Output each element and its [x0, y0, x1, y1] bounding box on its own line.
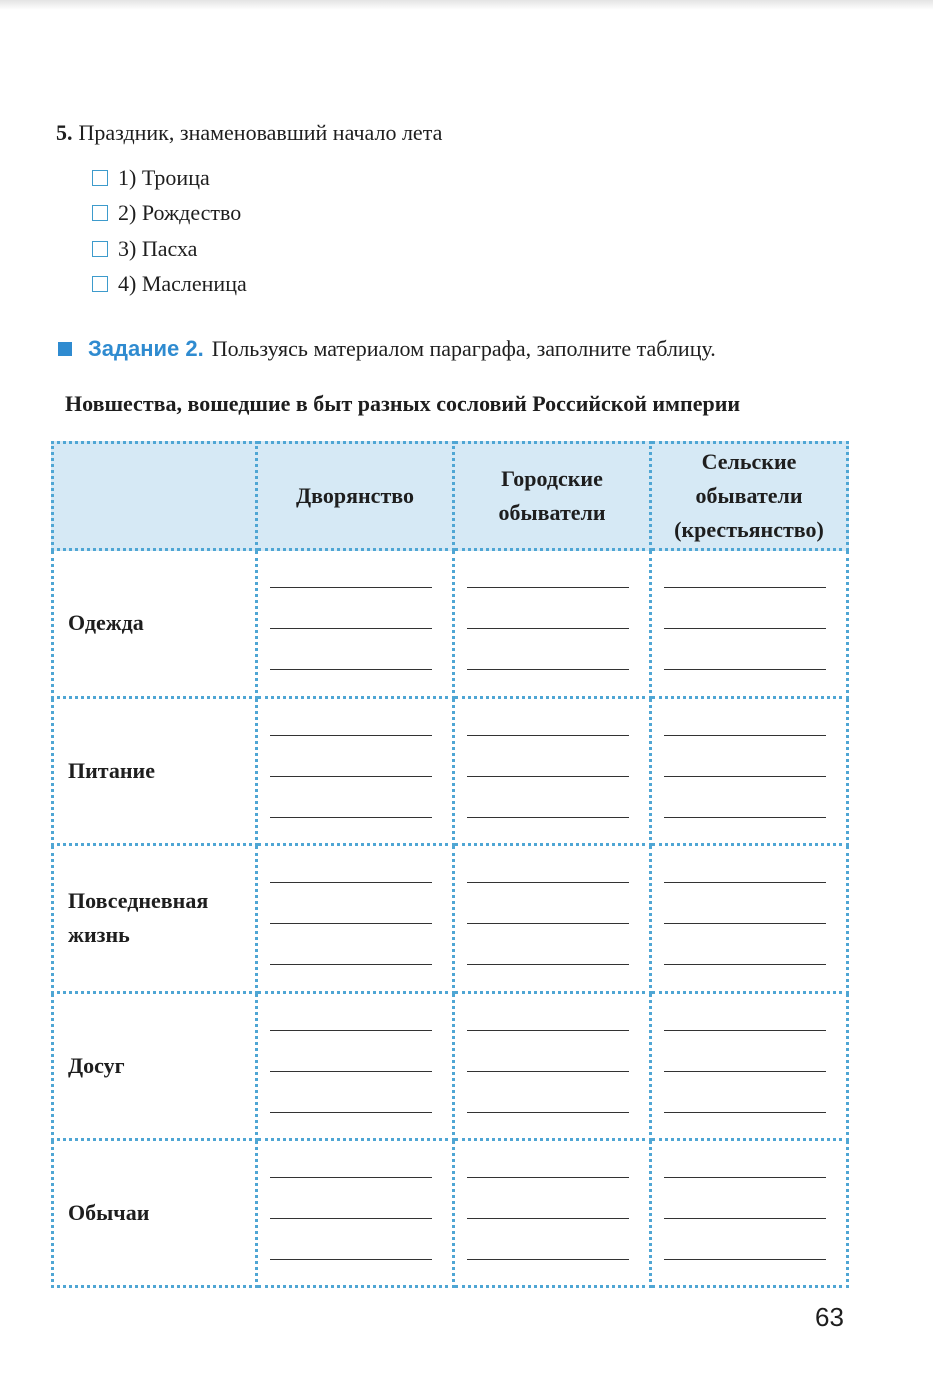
row-header-customs: Обычаи	[51, 1141, 258, 1288]
answer-line[interactable]	[270, 963, 432, 965]
answer-line[interactable]	[664, 1111, 826, 1113]
answer-line[interactable]	[664, 1070, 826, 1072]
answer-line[interactable]	[467, 963, 629, 965]
answer-line[interactable]	[270, 922, 432, 924]
answer-cell[interactable]	[258, 551, 455, 699]
row-header-daily-life: Повседневная жизнь	[51, 846, 258, 994]
answer-cell[interactable]	[258, 699, 455, 847]
answer-option-3[interactable]	[92, 231, 247, 267]
answer-line[interactable]	[664, 586, 826, 588]
answer-line[interactable]	[467, 1258, 629, 1260]
answer-line[interactable]	[467, 775, 629, 777]
answer-cell[interactable]	[455, 994, 652, 1142]
answer-line[interactable]	[467, 1176, 629, 1178]
answer-line[interactable]	[467, 734, 629, 736]
answer-option-1[interactable]	[92, 160, 247, 196]
task-label: Задание 2.	[88, 336, 204, 361]
answer-option-2[interactable]	[92, 196, 247, 232]
answer-line[interactable]	[664, 668, 826, 670]
answer-line[interactable]	[270, 1029, 432, 1031]
answer-cell[interactable]	[258, 1141, 455, 1288]
answer-cell[interactable]	[258, 994, 455, 1142]
answer-line[interactable]	[467, 881, 629, 883]
answer-line[interactable]	[467, 1070, 629, 1072]
answer-cell[interactable]	[455, 1141, 652, 1288]
option-label: 1) Троица	[118, 164, 210, 190]
answer-line[interactable]	[270, 668, 432, 670]
task-square-icon	[58, 342, 72, 356]
checkbox-icon[interactable]	[92, 170, 108, 186]
answer-line[interactable]	[664, 1258, 826, 1260]
question-text: Праздник, знаменовавший начало лета	[78, 120, 443, 145]
answer-line[interactable]	[664, 963, 826, 965]
checkbox-icon[interactable]	[92, 241, 108, 257]
answer-line[interactable]	[270, 734, 432, 736]
answer-cell[interactable]	[455, 551, 652, 699]
task-2	[58, 336, 716, 362]
answer-line[interactable]	[270, 816, 432, 818]
answer-line[interactable]	[270, 881, 432, 883]
answer-cell[interactable]	[455, 699, 652, 847]
task-text: Пользуясь материалом параграфа, заполните таблицу.	[211, 336, 716, 361]
answer-line[interactable]	[664, 734, 826, 736]
header-corner	[51, 441, 258, 551]
answer-line[interactable]	[467, 922, 629, 924]
answer-line[interactable]	[664, 816, 826, 818]
answer-option-4[interactable]	[92, 267, 247, 303]
page-number: 63	[815, 1302, 844, 1332]
answer-line[interactable]	[467, 586, 629, 588]
answer-line[interactable]	[664, 881, 826, 883]
checkbox-icon[interactable]	[92, 205, 108, 221]
answer-cell[interactable]	[258, 846, 455, 994]
answer-cell[interactable]	[455, 846, 652, 994]
row-header-leisure: Досуг	[51, 994, 258, 1142]
answer-line[interactable]	[270, 1176, 432, 1178]
answer-cell[interactable]	[652, 551, 849, 699]
answer-line[interactable]	[270, 775, 432, 777]
checkbox-icon[interactable]	[92, 276, 108, 292]
answer-line[interactable]	[467, 1029, 629, 1031]
answer-line[interactable]	[270, 1258, 432, 1260]
header-peasants: Сельские обыватели (крестьянство)	[652, 441, 849, 551]
answer-line[interactable]	[270, 586, 432, 588]
row-header-clothing: Одежда	[51, 551, 258, 699]
header-townspeople: Городские обыватели	[455, 441, 652, 551]
answer-line[interactable]	[270, 627, 432, 629]
answer-line[interactable]	[664, 1029, 826, 1031]
table-title: Новшества, вошедшие в быт разных сословий Российской империи	[65, 391, 741, 416]
answer-line[interactable]	[270, 1217, 432, 1219]
question-5	[56, 118, 442, 148]
answer-line[interactable]	[270, 1111, 432, 1113]
answer-line[interactable]	[467, 627, 629, 629]
top-edge	[0, 0, 933, 10]
innovations-table	[51, 441, 849, 1288]
answer-cell[interactable]	[652, 1141, 849, 1288]
answer-line[interactable]	[664, 922, 826, 924]
option-label: 4) Масленица	[118, 271, 247, 297]
header-nobility: Дворянство	[258, 441, 455, 551]
answer-options	[92, 160, 247, 302]
answer-line[interactable]	[467, 668, 629, 670]
answer-line[interactable]	[270, 1070, 432, 1072]
answer-line[interactable]	[467, 1111, 629, 1113]
answer-cell[interactable]	[652, 846, 849, 994]
answer-cell[interactable]	[652, 699, 849, 847]
option-label: 3) Пасха	[118, 235, 198, 261]
answer-line[interactable]	[467, 1217, 629, 1219]
option-label: 2) Рождество	[118, 200, 242, 226]
row-header-food: Питание	[51, 699, 258, 847]
question-number: 5.	[56, 120, 73, 145]
answer-line[interactable]	[664, 627, 826, 629]
answer-cell[interactable]	[652, 994, 849, 1142]
answer-line[interactable]	[664, 1217, 826, 1219]
answer-line[interactable]	[467, 816, 629, 818]
answer-line[interactable]	[664, 1176, 826, 1178]
answer-line[interactable]	[664, 775, 826, 777]
